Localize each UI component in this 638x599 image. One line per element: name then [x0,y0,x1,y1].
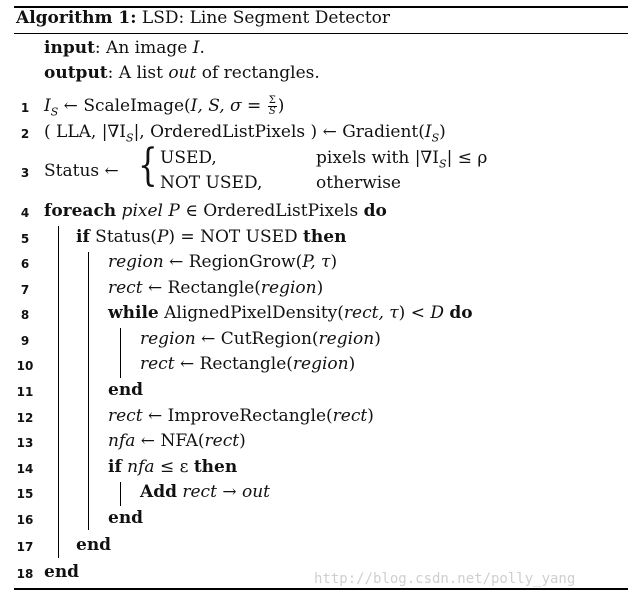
case-used: USED, [160,148,217,168]
case-used-condition: pixels with $|\nabla I_S| \le \rho$ [316,148,488,171]
line-number: 1 [20,101,30,115]
line-number: 15 [16,487,34,501]
code-line-11: end [108,380,144,400]
line-number: 5 [20,232,30,246]
code-line-6: region ← RegionGrow(P, τ) [108,252,338,272]
line-number: 10 [16,359,34,373]
code-line-9: region ← CutRegion(region) [140,329,381,349]
code-line-13: nfa ← NFA(rect) [108,431,246,451]
case-not-used: NOT USED, [160,173,263,193]
case-otherwise: otherwise [316,173,401,193]
sigma-over-s-fraction: $\frac{\Sigma}{S}$ [268,95,276,117]
line-number: 13 [16,436,34,450]
line-number: 11 [16,385,34,399]
code-line-7: rect ← Rectangle(region) [108,278,324,298]
line-number: 12 [16,411,34,425]
line-number: 2 [20,127,30,141]
line-number: 17 [16,540,34,554]
line-number: 16 [16,513,34,527]
line-number: 3 [20,166,30,180]
code-line-14: if nfa ≤ ε then [108,457,238,477]
code-line-1: $I_S$ ← ScaleImage(I, S, σ = $\frac{\Sigma}{S}$ ) [44,95,285,119]
code-line-8: while AlignedPixelDensity(rect, τ) < D do [108,303,473,323]
line-number: 6 [20,257,30,271]
code-line-16: end [108,508,144,528]
code-line-4: foreach pixel P ∈ OrderedListPixels do [44,201,387,221]
line-number: 4 [20,206,30,220]
line-number: 18 [16,567,34,581]
code-line-18: end [44,562,80,582]
algorithm-caption [16,8,390,28]
cases-brace: { [138,140,158,191]
line-number: 9 [20,334,30,348]
input-line: input: An image I. [44,38,205,58]
code-line-12: rect ← ImproveRectangle(rect) [108,406,374,426]
algorithm-box [14,6,628,590]
line-number: 14 [16,462,34,476]
code-line-15: Add rect → out [140,482,270,502]
code-line-17: end [76,535,112,555]
code-line-3-lhs: Status ← [44,161,119,181]
caption-label: Algorithm 1: [16,8,137,28]
if-block-bar [88,252,89,530]
output-line: output: A list out of rectangles. [44,63,320,83]
foreach-block-bar [58,226,59,558]
code-line-2: ( LLA, $|\nabla I_S|$, OrderedListPixels ) ← $Gradient(I_S)$ [44,122,446,145]
watermark: http://blog.csdn.net/polly_yang [314,571,576,587]
while-block-bar [120,328,121,378]
line-number: 8 [20,308,30,322]
line-number: 7 [20,283,30,297]
if-nfa-block-bar [120,482,121,506]
caption-rule [14,33,628,34]
code-line-5: if Status(P) = NOT USED then [76,227,347,247]
caption-title: LSD: Line Segment Detector [141,8,391,28]
code-line-10: rect ← Rectangle(region) [140,354,356,374]
